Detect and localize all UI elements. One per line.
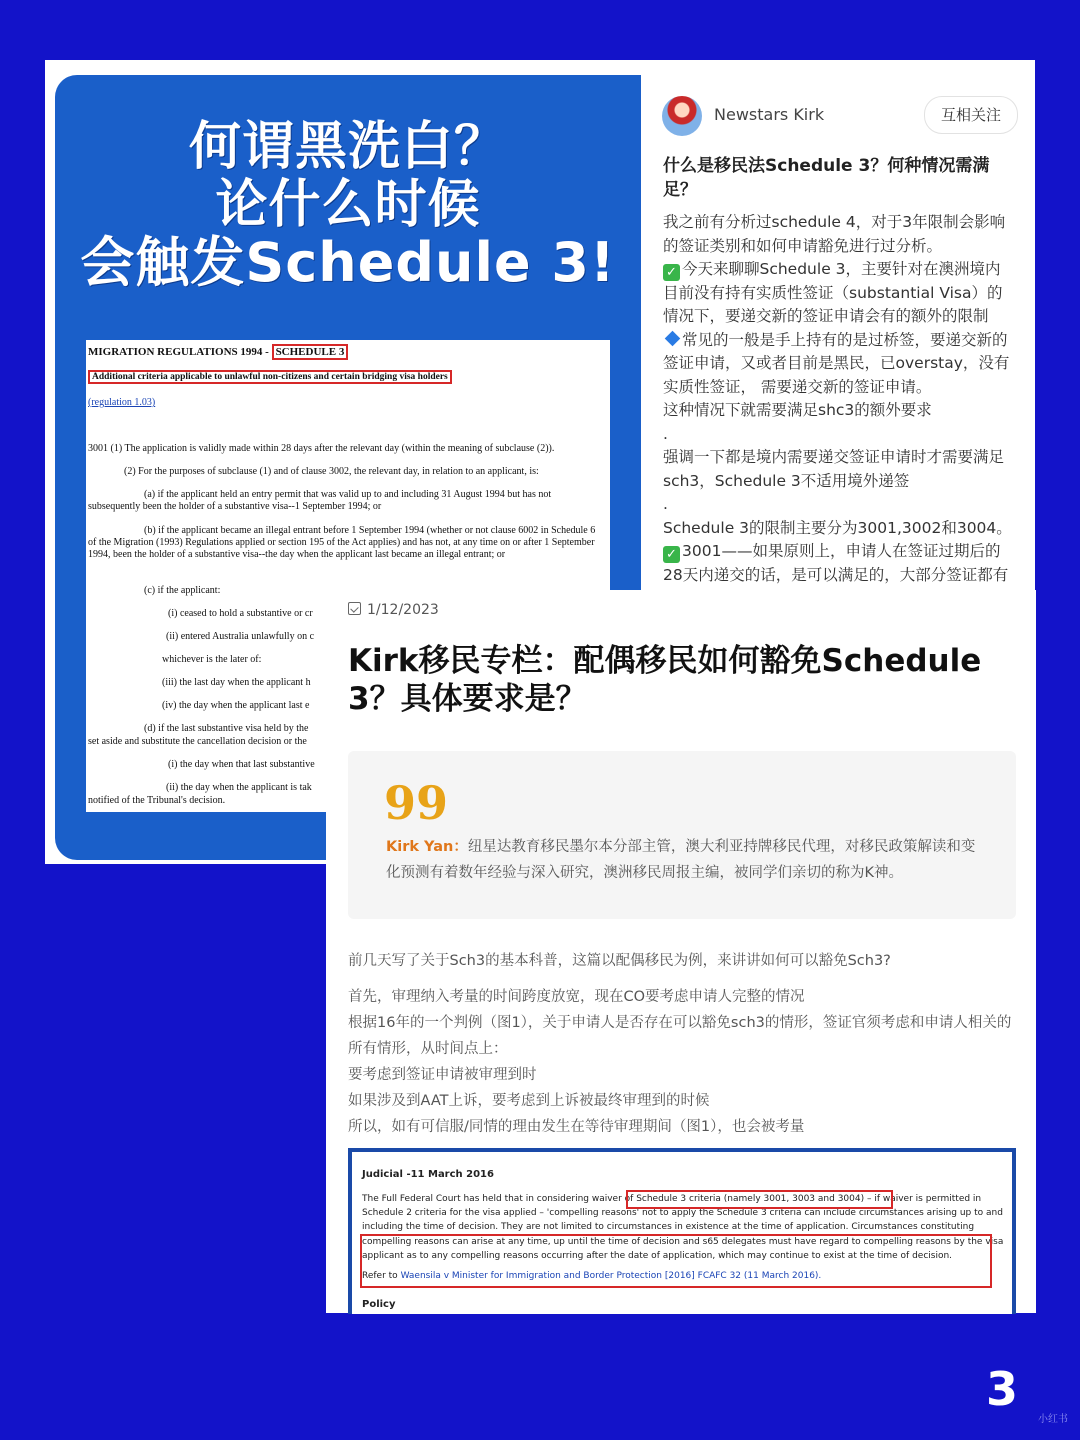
quote-icon: 99 xyxy=(384,776,449,830)
post-paragraph: 这种情况下就需要满足shc3的额外要求 xyxy=(663,401,932,419)
doc-clause: (ii) the day when the applicant is tak xyxy=(166,782,312,793)
article-title: Kirk移民专栏：配偶移民如何豁免Schedule 3？具体要求是？ xyxy=(348,643,982,717)
avatar[interactable] xyxy=(662,96,702,136)
doc-clause: (ii) entered Australia unlawfully on c xyxy=(166,631,315,642)
doc-clause: (iii) the last day when the applicant h xyxy=(162,677,311,688)
post-paragraph: 今天来聊聊Schedule 3，主要针对在澳洲境内目前没有持有实质性签证（substantial Visa）的情况下，要递交新的签证申请会有的额外的限制 xyxy=(663,260,1003,325)
author-profile xyxy=(662,96,1018,136)
judicial-text: The Full Federal Court has held that in considering waiver of Schedule 3 criteria (namely 3001, 3003 and 3004) – if waiver is permitted in Schedule 2 criteria for the visa applied – 'compelling reasons' not to apply the Schedule 3 criteria can include circumstances arising up to and including the time of decision. They are not limited to circumstances in existence at the time of application. Circumstances constituting compelling reasons can arise at any time, up until the time of decision and s65 delegates must have regard to compelling reasons by the visa applicant as to any compelling reasons occurring after the date of application, which may continue to exist at the time of decision. Refer to Waensila v Minister for Immigration and Border Protection [2016] FCAFC 32 (11 March 2016). xyxy=(362,1194,1004,1282)
article-paragraph: 如果涉及到AAT上诉，要考虑到上诉被最终审理到的时候 xyxy=(348,1093,710,1109)
doc-header: MIGRATION REGULATIONS 1994 - xyxy=(88,346,269,358)
headline-line-2: 论什么时候 xyxy=(215,175,481,235)
post-paragraph: 3001——如果原则上，申请人在签证过期后的28天内递交的话，是可以满足的，大部分签证都有 xyxy=(663,542,1009,584)
red-highlight-box xyxy=(626,1190,893,1209)
check-icon: ✓ xyxy=(663,546,680,563)
judicial-excerpt-image xyxy=(348,1148,1016,1314)
post-paragraph: 我之前有分析过schedule 4，对于3年限制会影响的签证类别和如何申请豁免进行过分析。 xyxy=(663,213,1006,255)
follow-button[interactable]: 互相关注 xyxy=(924,96,1018,134)
article-paragraph: 要考虑到签证申请被审理到时 xyxy=(348,1067,537,1083)
author-bio xyxy=(386,834,986,886)
article-paragraph: 根据16年的一个判例（图1），关于申请人是否存在可以豁免sch3的情形，签证官须考虑和申请人相关的所有情形，从时间点上： xyxy=(348,1015,1012,1057)
post-paragraph: 强调一下都是境内需要递交签证申请时才需要满足sch3，Schedule 3不适用境外递签 xyxy=(663,448,1005,490)
headline-line-1: 何谓黑洗白？ xyxy=(188,117,507,177)
post-separator: . xyxy=(663,495,668,513)
red-highlight-box xyxy=(360,1234,992,1288)
article-paragraph: 首先，审理纳入考量的时间跨度放宽，现在CO要考虑申请人完整的情况 xyxy=(348,989,805,1005)
doc-regulation-link[interactable]: (regulation 1.03) xyxy=(88,397,156,408)
article-paragraph: 前几天写了关于Sch3的基本科普，这篇以配偶移民为例，来讲讲如何可以豁免Sch3? xyxy=(348,953,891,969)
doc-subtitle-highlight: Additional criteria applicable to unlawful non-citizens and certain bridging visa holders xyxy=(88,370,452,384)
cover-headline xyxy=(55,118,641,292)
doc-clause: 3001 (1) The application is validly made within 28 days after the relevant day (within the meaning of subclause (2)). xyxy=(88,443,555,454)
article-body xyxy=(348,948,1018,1140)
post-paragraph: 常见的一般是手上持有的是过桥签，要递交新的签证申请，又或者目前是黑民，已overstay，没有实质性签证， 需要递交新的签证申请。 xyxy=(663,330,1010,396)
judicial-case-link[interactable]: Waensila v Minister for Immigration and Border Protection [2016] FCAFC 32 (11 March 2016). xyxy=(400,1271,822,1282)
doc-schedule-highlight: SCHEDULE 3 xyxy=(272,344,349,360)
blue-diamond-icon xyxy=(665,330,681,346)
doc-clause: (i) the day when that last substantive xyxy=(168,759,315,770)
check-icon: ✓ xyxy=(663,264,680,281)
judicial-policy-heading: Policy xyxy=(362,1299,396,1310)
article-date: 1/12/2023 xyxy=(348,602,439,618)
post-body xyxy=(663,211,1015,589)
doc-clause: (i) ceased to hold a substantive or cr xyxy=(168,608,313,619)
doc-clause: (iv) the day when the applicant last e xyxy=(162,700,310,711)
page-number: 3 xyxy=(985,1362,1018,1416)
watermark-logo: 小红书 xyxy=(1038,1414,1068,1425)
doc-clause: (a) if the applicant held an entry permit that was valid up to and including 31 August 1994 but has not subsequently been the holder of a substantive visa--1 September 1994; or xyxy=(88,489,552,512)
doc-clause: whichever is the later of: xyxy=(162,654,262,665)
doc-clause: (d) if the last substantive visa held by the xyxy=(144,723,309,734)
post-paragraph: Schedule 3的限制主要分为3001,3002和3004。 xyxy=(663,518,1012,537)
headline-line-3: 会触发Schedule 3! xyxy=(80,231,616,294)
doc-clause: (c) if the applicant: xyxy=(144,585,221,596)
article-paragraph: 所以，如有可信服/同情的理由发生在等待审理期间（图1），也会被考量 xyxy=(348,1119,805,1135)
doc-clause: (b) if the applicant became an illegal entrant before 1 September 1994 (whether or not clause 6002 in Schedule 6 of the Migration (1993) Regulations applied or section 195 of the Act applies) and has not, at any time on or after 1 September 1994, been the holder of a substantive visa--the day when the applicant last became an illegal entrant; or xyxy=(88,525,596,560)
post-title: 什么是移民法Schedule 3？何种情况需满足？ xyxy=(663,156,990,200)
doc-clause: set aside and substitute the cancellation decision or the xyxy=(88,736,307,747)
author-name[interactable]: Newstars Kirk xyxy=(714,105,825,124)
quote-author-name: Kirk Yan： xyxy=(386,839,468,855)
doc-clause: (2) For the purposes of subclause (1) and of clause 3002, the relevant day, in relation to an applicant, is: xyxy=(124,466,539,477)
quote-text: 纽星达教育移民墨尔本分部主管，澳大利亚持牌移民代理，对移民政策解读和变化预测有着数年经验与深入研究，澳洲移民周报主编，被同学们亲切的称为K神。 xyxy=(386,839,976,881)
doc-clause: notified of the Tribunal's decision. xyxy=(88,795,226,806)
judicial-highlight: Schedule 3 criteria (namely 3001, 3003 and 3004) – if waiver xyxy=(636,1194,913,1204)
judicial-title: Judicial -11 March 2016 xyxy=(362,1169,494,1180)
calendar-icon xyxy=(348,602,361,615)
post-separator: . xyxy=(663,424,668,443)
